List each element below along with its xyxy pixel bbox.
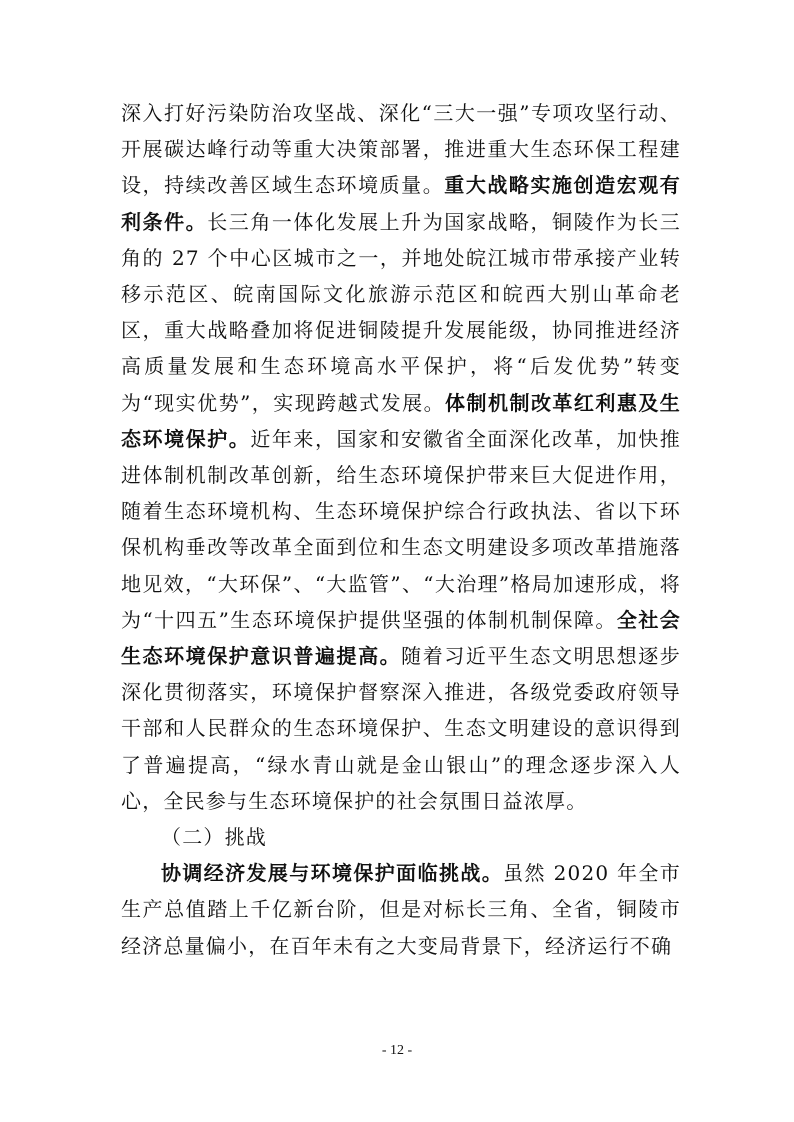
bold-run: 协调经济发展与环境保护面临挑战。 (161, 861, 504, 886)
body-text (121, 95, 681, 964)
bold-run: 体制机制改革红利惠及生态环境保护。 (121, 390, 681, 451)
text-run: 深入打好污染防治攻坚战、深化“三大一强”专项攻坚行动、开展碳达峰行动等重大决策部署，推进重大生态环保工程建设，持续改善区域生态环境质量。 (121, 101, 681, 198)
text-run: 随着习近平生态文明思想逐步深化贯彻落实，环境保护督察深入推进，各级党委政府领导干部和人民群众的生态环境保护、生态文明建设的意识得到了普遍提高，“绿水青山就是金山银山”的理念逐步深入人心，全民参与生态环境保护的社会氛围日益浓厚。 (121, 644, 681, 813)
text-run: 近年来，国家和安徽省全面深化改革，加快推进体制机制改革创新，给生态环境保护带来巨大促进作用，随着生态环境机构、生态环境保护综合行政执法、省以下环保机构垂改等改革全面到位和生态文明建设多项改革措施落地见效，“大环保”、“大监管”、“大治理”格局加速形成，将为“十四五”生态环境保护提供坚强的体制机制保障。 (121, 426, 681, 632)
bold-run: 重大战略实施创造宏观有利条件。 (121, 173, 681, 234)
section-heading: （二）挑战 (161, 825, 267, 850)
challenge-paragraph (121, 855, 681, 964)
opportunity-paragraph (121, 95, 681, 819)
bold-run: 全社会生态环境保护意识普遍提高。 (121, 607, 681, 669)
text-run: 长三角一体化发展上升为国家战略，铜陵作为长三角的 27 个中心区城市之一，并地处皖江城市带承接产业转移示范区、皖南国际文化旅游示范区和皖西大别山革命老区，重大战略叠加将促进铜陵提升发展能级，协同推进经济高质量发展和生态环境高水平保护，将“后发优势”转变为“现实优势”，实现跨越式发展。 (121, 209, 681, 415)
page-number: - 12 - (381, 1043, 413, 1058)
text-run: 虽然 2020 年全市生产总值踏上千亿新台阶，但是对标长三角、全省，铜陵市经济总量偏小，在百年未有之大变局背景下，经济运行不确 (121, 861, 681, 958)
